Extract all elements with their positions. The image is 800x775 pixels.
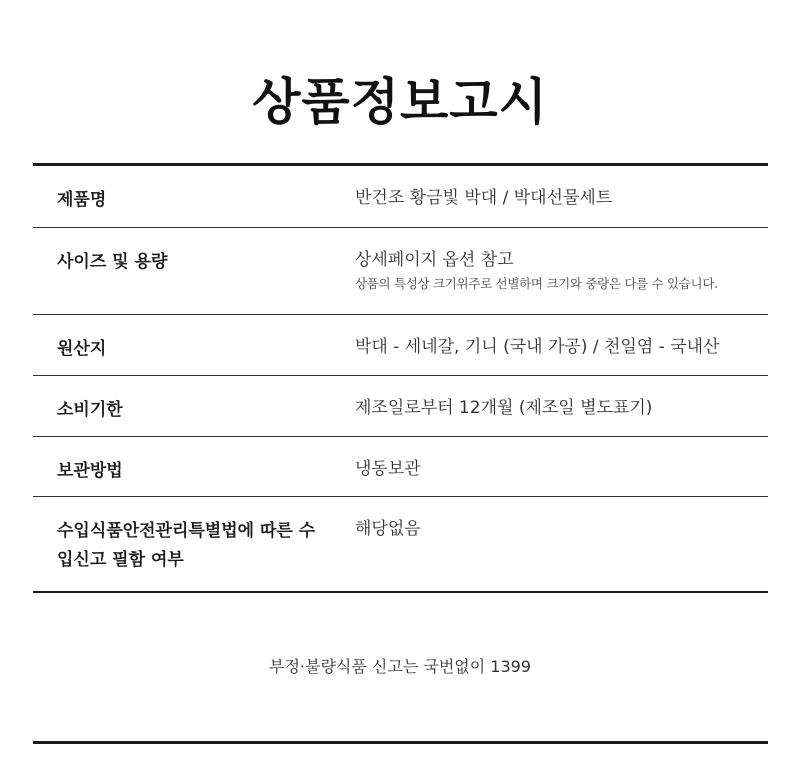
product-info-table (33, 163, 768, 593)
info-row-origin (33, 315, 768, 376)
row-value-group (355, 248, 768, 293)
page-title: 상품정보고시 (252, 73, 548, 131)
row-value: 제조일로부터 12개월 (제조일 별도표기) (355, 398, 653, 418)
row-label: 보관방법 (57, 461, 123, 481)
info-row-storage (33, 437, 768, 497)
row-label: 수입식품안전관리특별법에 따른 수입신고 필함 여부 (57, 521, 316, 570)
row-value: 냉동보관 (355, 459, 421, 479)
info-row-size (33, 228, 768, 315)
report-hotline-text: 부정·불량식품 신고는 국번없이 1399 (269, 657, 531, 676)
bottom-divider (33, 741, 768, 744)
info-row-product-name (33, 166, 768, 228)
row-value: 해당없음 (355, 519, 421, 539)
row-value: 상세페이지 옵션 참고 (355, 250, 514, 270)
row-label: 소비기한 (57, 400, 123, 420)
row-label: 사이즈 및 용량 (57, 252, 168, 272)
row-label: 제품명 (57, 190, 107, 210)
info-row-import-declaration (33, 497, 768, 591)
row-value: 반건조 황금빛 박대 / 박대선물세트 (355, 188, 613, 208)
info-row-expiry (33, 376, 768, 437)
row-note: 상품의 특성상 크기위주로 선별하며 크기와 중량은 다를 수 있습니다. (355, 276, 718, 291)
row-value: 박대 - 세네갈, 기니 (국내 가공) / 천일염 - 국내산 (355, 337, 720, 357)
row-label: 원산지 (57, 339, 107, 359)
